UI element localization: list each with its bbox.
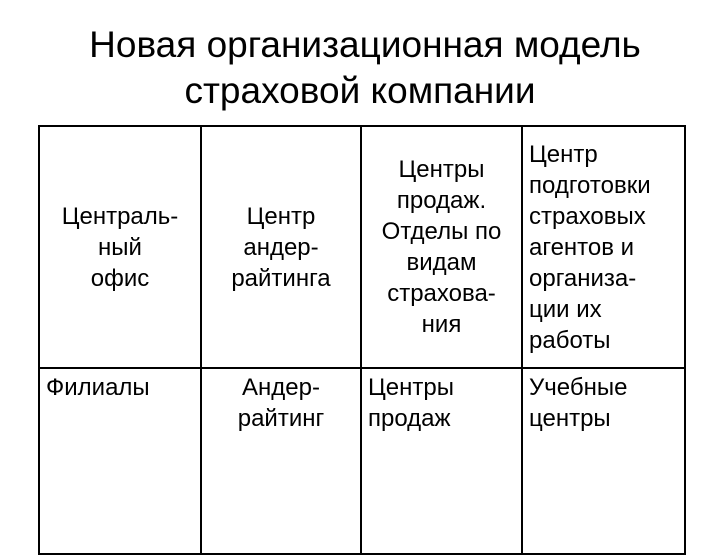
cell-branch-sales-centers (361, 368, 522, 554)
cell-underwriting-text: Андер- райтинг (237, 374, 325, 432)
slide-title (0, 22, 720, 114)
table-row-central (39, 126, 685, 368)
cell-branch-sales-centers-text: Центры продаж (368, 374, 454, 432)
cell-training-centers-text: Учебные центры (529, 374, 628, 432)
cell-underwriting-center (201, 126, 361, 368)
cell-central-office (39, 126, 201, 368)
cell-branches (39, 368, 201, 554)
slide-title-line-1: Новая организационная модель (89, 24, 641, 65)
cell-training-centers (522, 368, 685, 554)
slide-title-line-2: страховой компании (184, 70, 536, 111)
cell-underwriting (201, 368, 361, 554)
table-row-branches (39, 368, 685, 554)
cell-sales-centers-text: Центры продаж. Отделы по видам страхова- ния (381, 156, 502, 338)
org-model-table (38, 125, 686, 555)
cell-sales-centers (361, 126, 522, 368)
cell-agent-training-center (522, 126, 685, 368)
cell-agent-training-center-text: Центр подготовки страховых агентов и организа- ции их работы (529, 140, 651, 354)
cell-central-office-text: Централь- ный офис (61, 202, 179, 292)
cell-underwriting-center-text: Центр андер- райтинга (231, 202, 331, 292)
cell-branches-text: Филиалы (46, 374, 150, 401)
